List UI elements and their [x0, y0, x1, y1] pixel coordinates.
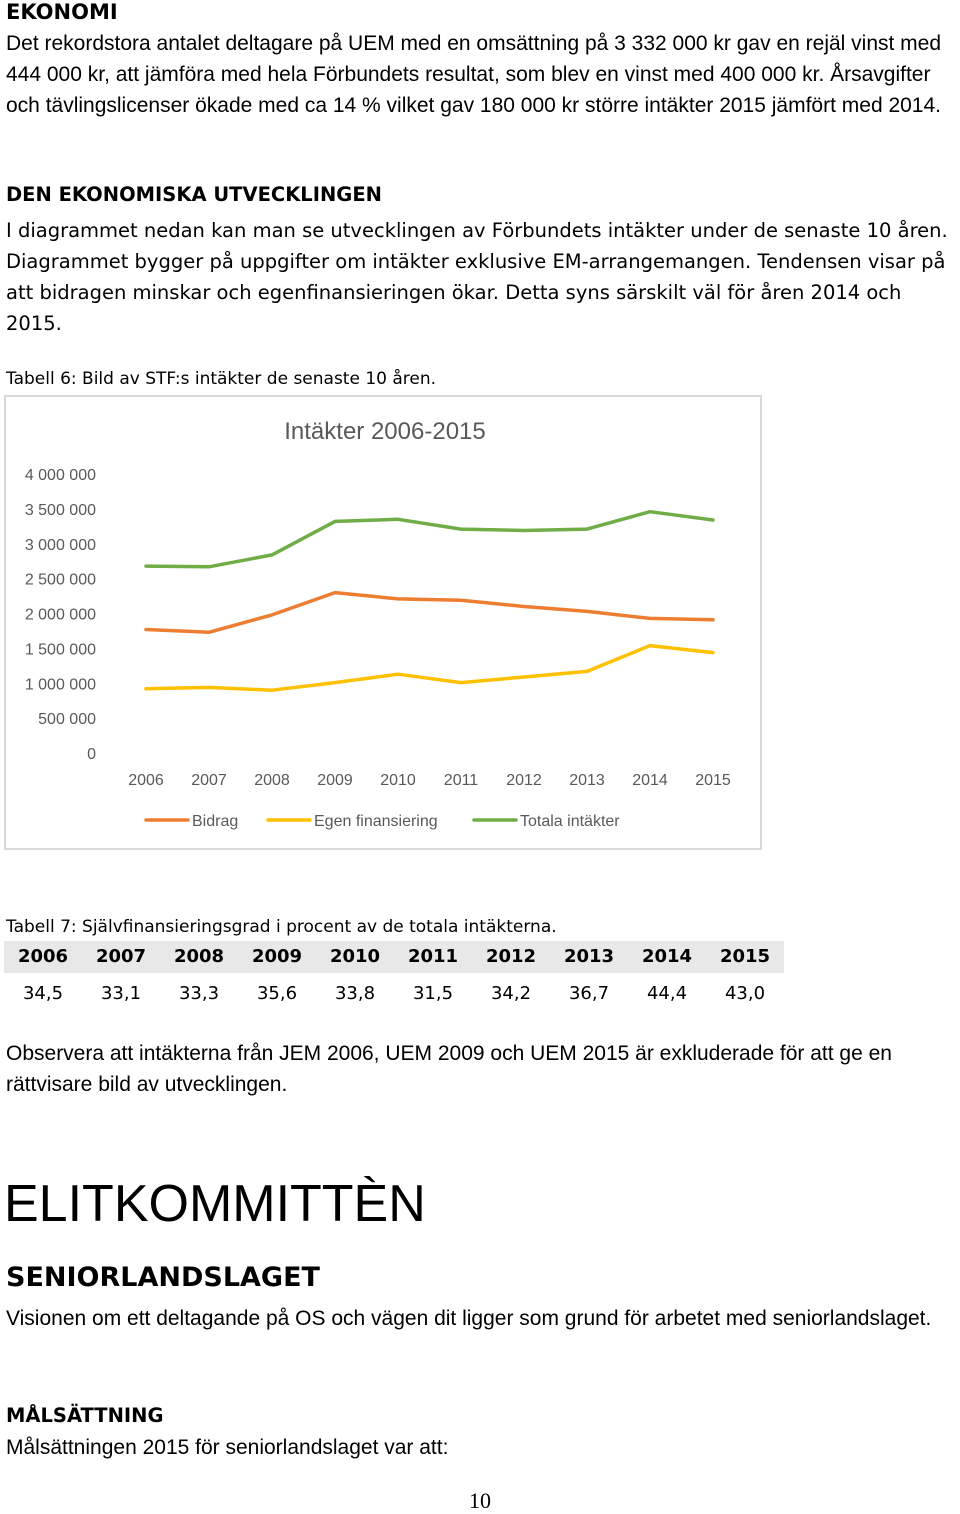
y-tick-label: 4 000 000	[24, 467, 96, 484]
table-row	[4, 973, 784, 1013]
x-tick-label: 2011	[443, 772, 479, 789]
table-header-cell: 2012	[485, 946, 537, 967]
self-financing-table	[4, 941, 784, 1013]
paragraph-utveckling: I diagrammet nedan kan man se utvecklingen av Förbundets intäkter under de senaste 10 åren. Diagrammet bygger på uppgifter om intäkter exklusive EM-arrangemangen. Tendensen visar på att bidragen minskar och egenfinansieringen ökar. Detta syns särskilt väl för åren 2014 och 2015.	[6, 219, 948, 335]
section-heading-ekonomi: EKONOMI	[6, 0, 118, 24]
legend-label: Bidrag	[192, 813, 239, 830]
table-cell: 33,1	[100, 983, 142, 1004]
income-chart-svg	[6, 397, 760, 848]
section-heading-malsattning: MÅLSÄTTNING	[6, 1404, 164, 1427]
x-tick-label: 2008	[254, 772, 290, 789]
x-tick-label: 2009	[317, 772, 353, 789]
table-header-cell: 2015	[719, 946, 771, 967]
legend-label: Egen finansiering	[314, 813, 438, 830]
y-tick-label: 1 000 000	[24, 676, 96, 694]
table-header-cell: 2009	[251, 946, 303, 967]
x-tick-label: 2006	[128, 772, 164, 789]
y-tick-label: 3 500 000	[24, 501, 96, 519]
y-tick-label: 0	[87, 746, 96, 763]
table6-caption: Tabell 6: Bild av STF:s intäkter de senaste 10 åren.	[6, 369, 437, 389]
table-cell: 34,2	[490, 983, 532, 1004]
table-cell: 35,6	[256, 983, 298, 1004]
income-chart	[4, 395, 762, 850]
table-header-cell: 2011	[407, 946, 459, 967]
y-tick-label: 3 000 000	[24, 536, 96, 554]
y-tick-label: 2 500 000	[24, 571, 96, 589]
table-header-cell: 2006	[17, 946, 69, 967]
table7-caption: Tabell 7: Självfinansieringsgrad i procent av de totala intäkterna.	[6, 917, 557, 937]
table-cell: 33,8	[334, 983, 376, 1004]
table-cell: 43,0	[724, 983, 766, 1004]
legend-label: Totala intäkter	[520, 813, 620, 830]
table-header-cell: 2008	[173, 946, 225, 967]
paragraph-observera: Observera att intäkterna från JEM 2006, UEM 2009 och UEM 2015 är exkluderade för att ge en rättvisare bild av utvecklingen.	[6, 1042, 892, 1096]
series-line-bidrag	[146, 593, 713, 633]
table-cell: 33,3	[178, 983, 220, 1004]
table-header-cell: 2014	[641, 946, 693, 967]
series-line-totala-intäkter	[146, 512, 713, 567]
x-tick-label: 2012	[506, 772, 542, 789]
x-tick-label: 2014	[632, 772, 668, 789]
section-heading-utveckling: DEN EKONOMISKA UTVECKLINGEN	[6, 183, 382, 206]
y-tick-label: 2 000 000	[24, 606, 96, 624]
paragraph-ekonomi: Det rekordstora antalet deltagare på UEM med en omsättning på 3 332 000 kr gav en rejäl vinst med 444 000 kr, att jämföra med hela Förbundets resultat, som blev en vinst med 400 000 kr. Årsavgifter och tävlingslicenser ökade med ca 14 % vilket gav 180 000 kr större intäkter 2015 jämfört med 2014.	[6, 32, 942, 117]
y-tick-label: 1 500 000	[24, 641, 96, 659]
chart-title: Intäkter 2006-2015	[284, 418, 486, 445]
section-heading-seniorlandslaget: SENIORLANDSLAGET	[6, 1262, 320, 1293]
table-header-row	[4, 941, 784, 973]
chapter-heading-elitkommitten: ELITKOMMITTÈN	[4, 1175, 426, 1233]
x-tick-label: 2015	[695, 772, 731, 789]
series-line-egen-finansiering	[146, 646, 713, 691]
table-cell: 31,5	[412, 983, 454, 1004]
table-header-cell: 2013	[563, 946, 615, 967]
table-cell: 36,7	[568, 983, 610, 1004]
table-header-cell: 2010	[329, 946, 381, 967]
paragraph-seniorlandslaget: Visionen om ett deltagande på OS och vägen dit ligger som grund för arbetet med seniorlandslaget.	[6, 1307, 932, 1330]
x-tick-label: 2007	[191, 772, 227, 789]
x-tick-label: 2010	[380, 772, 416, 789]
y-tick-label: 500 000	[38, 711, 96, 729]
table-cell: 44,4	[646, 983, 688, 1004]
table-header-cell: 2007	[95, 946, 147, 967]
paragraph-malsattning: Målsättningen 2015 för seniorlandslaget var att:	[6, 1436, 449, 1459]
x-tick-label: 2013	[569, 772, 605, 789]
table-cell: 34,5	[22, 983, 64, 1004]
page-number: 10	[469, 1488, 491, 1513]
